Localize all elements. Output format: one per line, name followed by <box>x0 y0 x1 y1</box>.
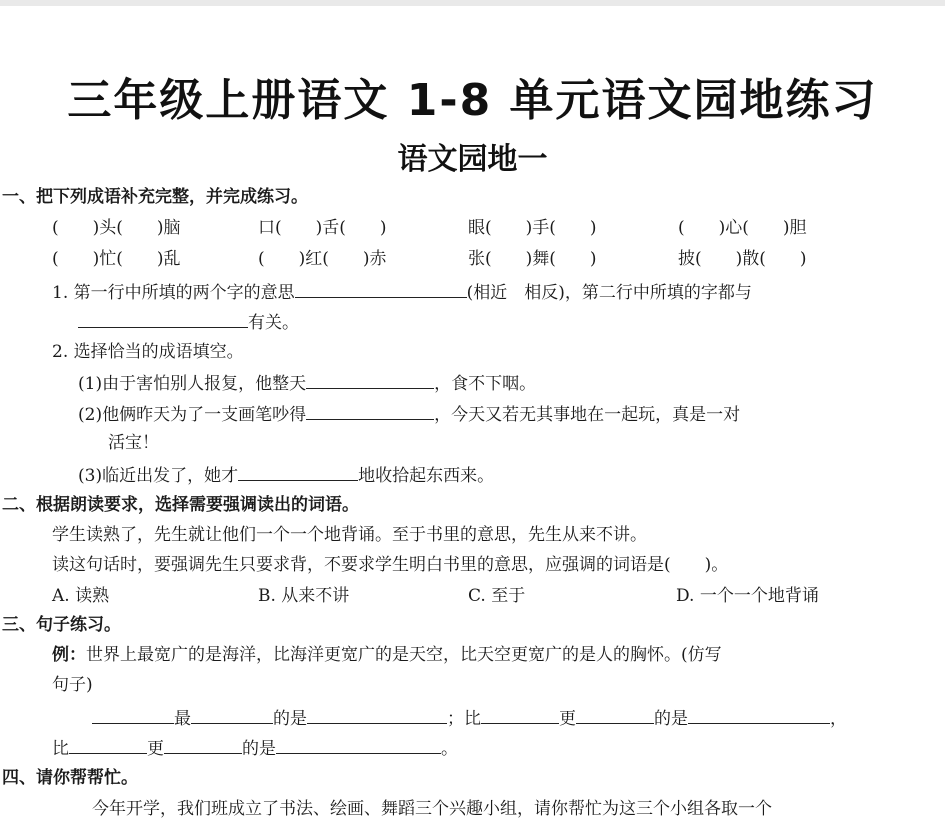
question-2-2-cont: 活宝！ <box>108 433 159 453</box>
option-d[interactable]: D. 一个一个地背诵 <box>676 586 819 606</box>
option-a[interactable]: A. 读熟 <box>52 586 110 606</box>
idiom-cell: 披( )散( ) <box>678 249 807 269</box>
top-bar <box>0 0 945 6</box>
section2-heading: 二、根据朗读要求，选择需要强调读出的词语。 <box>2 495 359 515</box>
section1-heading: 一、把下列成语补充完整，并完成练习。 <box>2 187 308 207</box>
answer-blank[interactable] <box>576 705 654 724</box>
section4-text: 今年开学，我们班成立了书法、绘画、舞蹈三个兴趣小组，请你帮忙为这三个小组各取一个 <box>92 799 772 819</box>
idiom-cell: 口( )舌( ) <box>258 218 387 238</box>
answer-blank[interactable] <box>307 705 447 724</box>
imitation-line-2: 比 更 的是 。 <box>52 735 458 761</box>
question-2-1: (1)由于害怕别人报复，他整天 ，食不下咽。 <box>78 370 536 396</box>
example-label: 例： <box>52 645 86 665</box>
section2-question: 读这句话时，要强调先生只要求背，不要求学生明白书里的意思，应强调的词语是( )。 <box>52 555 729 575</box>
answer-blank[interactable] <box>164 735 242 754</box>
example-sentence: 例：世界上最宽广的是海洋，比海洋更宽广的是天空，比天空更宽广的是人的胸怀。(仿写 <box>52 645 722 665</box>
section2-passage: 学生读熟了，先生就让他们一个一个地背诵。至于书里的意思，先生从来不讲。 <box>52 525 647 545</box>
answer-blank[interactable] <box>688 705 830 724</box>
answer-blank[interactable] <box>78 309 248 328</box>
answer-blank[interactable] <box>69 735 147 754</box>
example-sentence-cont: 句子) <box>52 675 93 695</box>
question-2-3: (3)临近出发了，她才 地收拾起东西来。 <box>78 462 494 488</box>
question-2: 2. 选择恰当的成语填空。 <box>52 342 244 362</box>
idiom-cell: ( )红( )赤 <box>258 249 387 269</box>
imitation-line-1: 最 的是 ；比 更 的是 ， <box>92 705 847 731</box>
question-1: 1. 第一行中所填的两个字的意思 (相近 相反)，第二行中所填的字都与 <box>52 279 752 305</box>
option-b[interactable]: B. 从来不讲 <box>258 586 350 606</box>
idiom-cell: 眼( )手( ) <box>468 218 597 238</box>
page-subtitle: 语文园地一 <box>397 142 548 177</box>
answer-blank[interactable] <box>306 401 434 420</box>
answer-blank[interactable] <box>238 462 358 481</box>
section3-heading: 三、句子练习。 <box>2 615 121 635</box>
option-c[interactable]: C. 至于 <box>468 586 526 606</box>
answer-blank[interactable] <box>92 705 174 724</box>
page-title: 三年级上册语文 1-8 单元语文园地练习 <box>67 75 878 126</box>
answer-blank[interactable] <box>191 705 273 724</box>
idiom-cell: ( )心( )胆 <box>678 218 807 238</box>
answer-blank[interactable] <box>481 705 559 724</box>
answer-blank[interactable] <box>295 279 467 298</box>
question-1-cont: 有关。 <box>78 309 299 335</box>
question-2-2: (2)他俩昨天为了一支画笔吵得 ，今天又若无其事地在一起玩，真是一对 <box>78 401 740 427</box>
section4-heading: 四、请你帮帮忙。 <box>2 768 138 788</box>
answer-blank[interactable] <box>276 735 441 754</box>
idiom-cell: ( )头( )脑 <box>52 218 181 238</box>
idiom-cell: ( )忙( )乱 <box>52 249 181 269</box>
answer-blank[interactable] <box>306 370 434 389</box>
idiom-cell: 张( )舞( ) <box>468 249 597 269</box>
